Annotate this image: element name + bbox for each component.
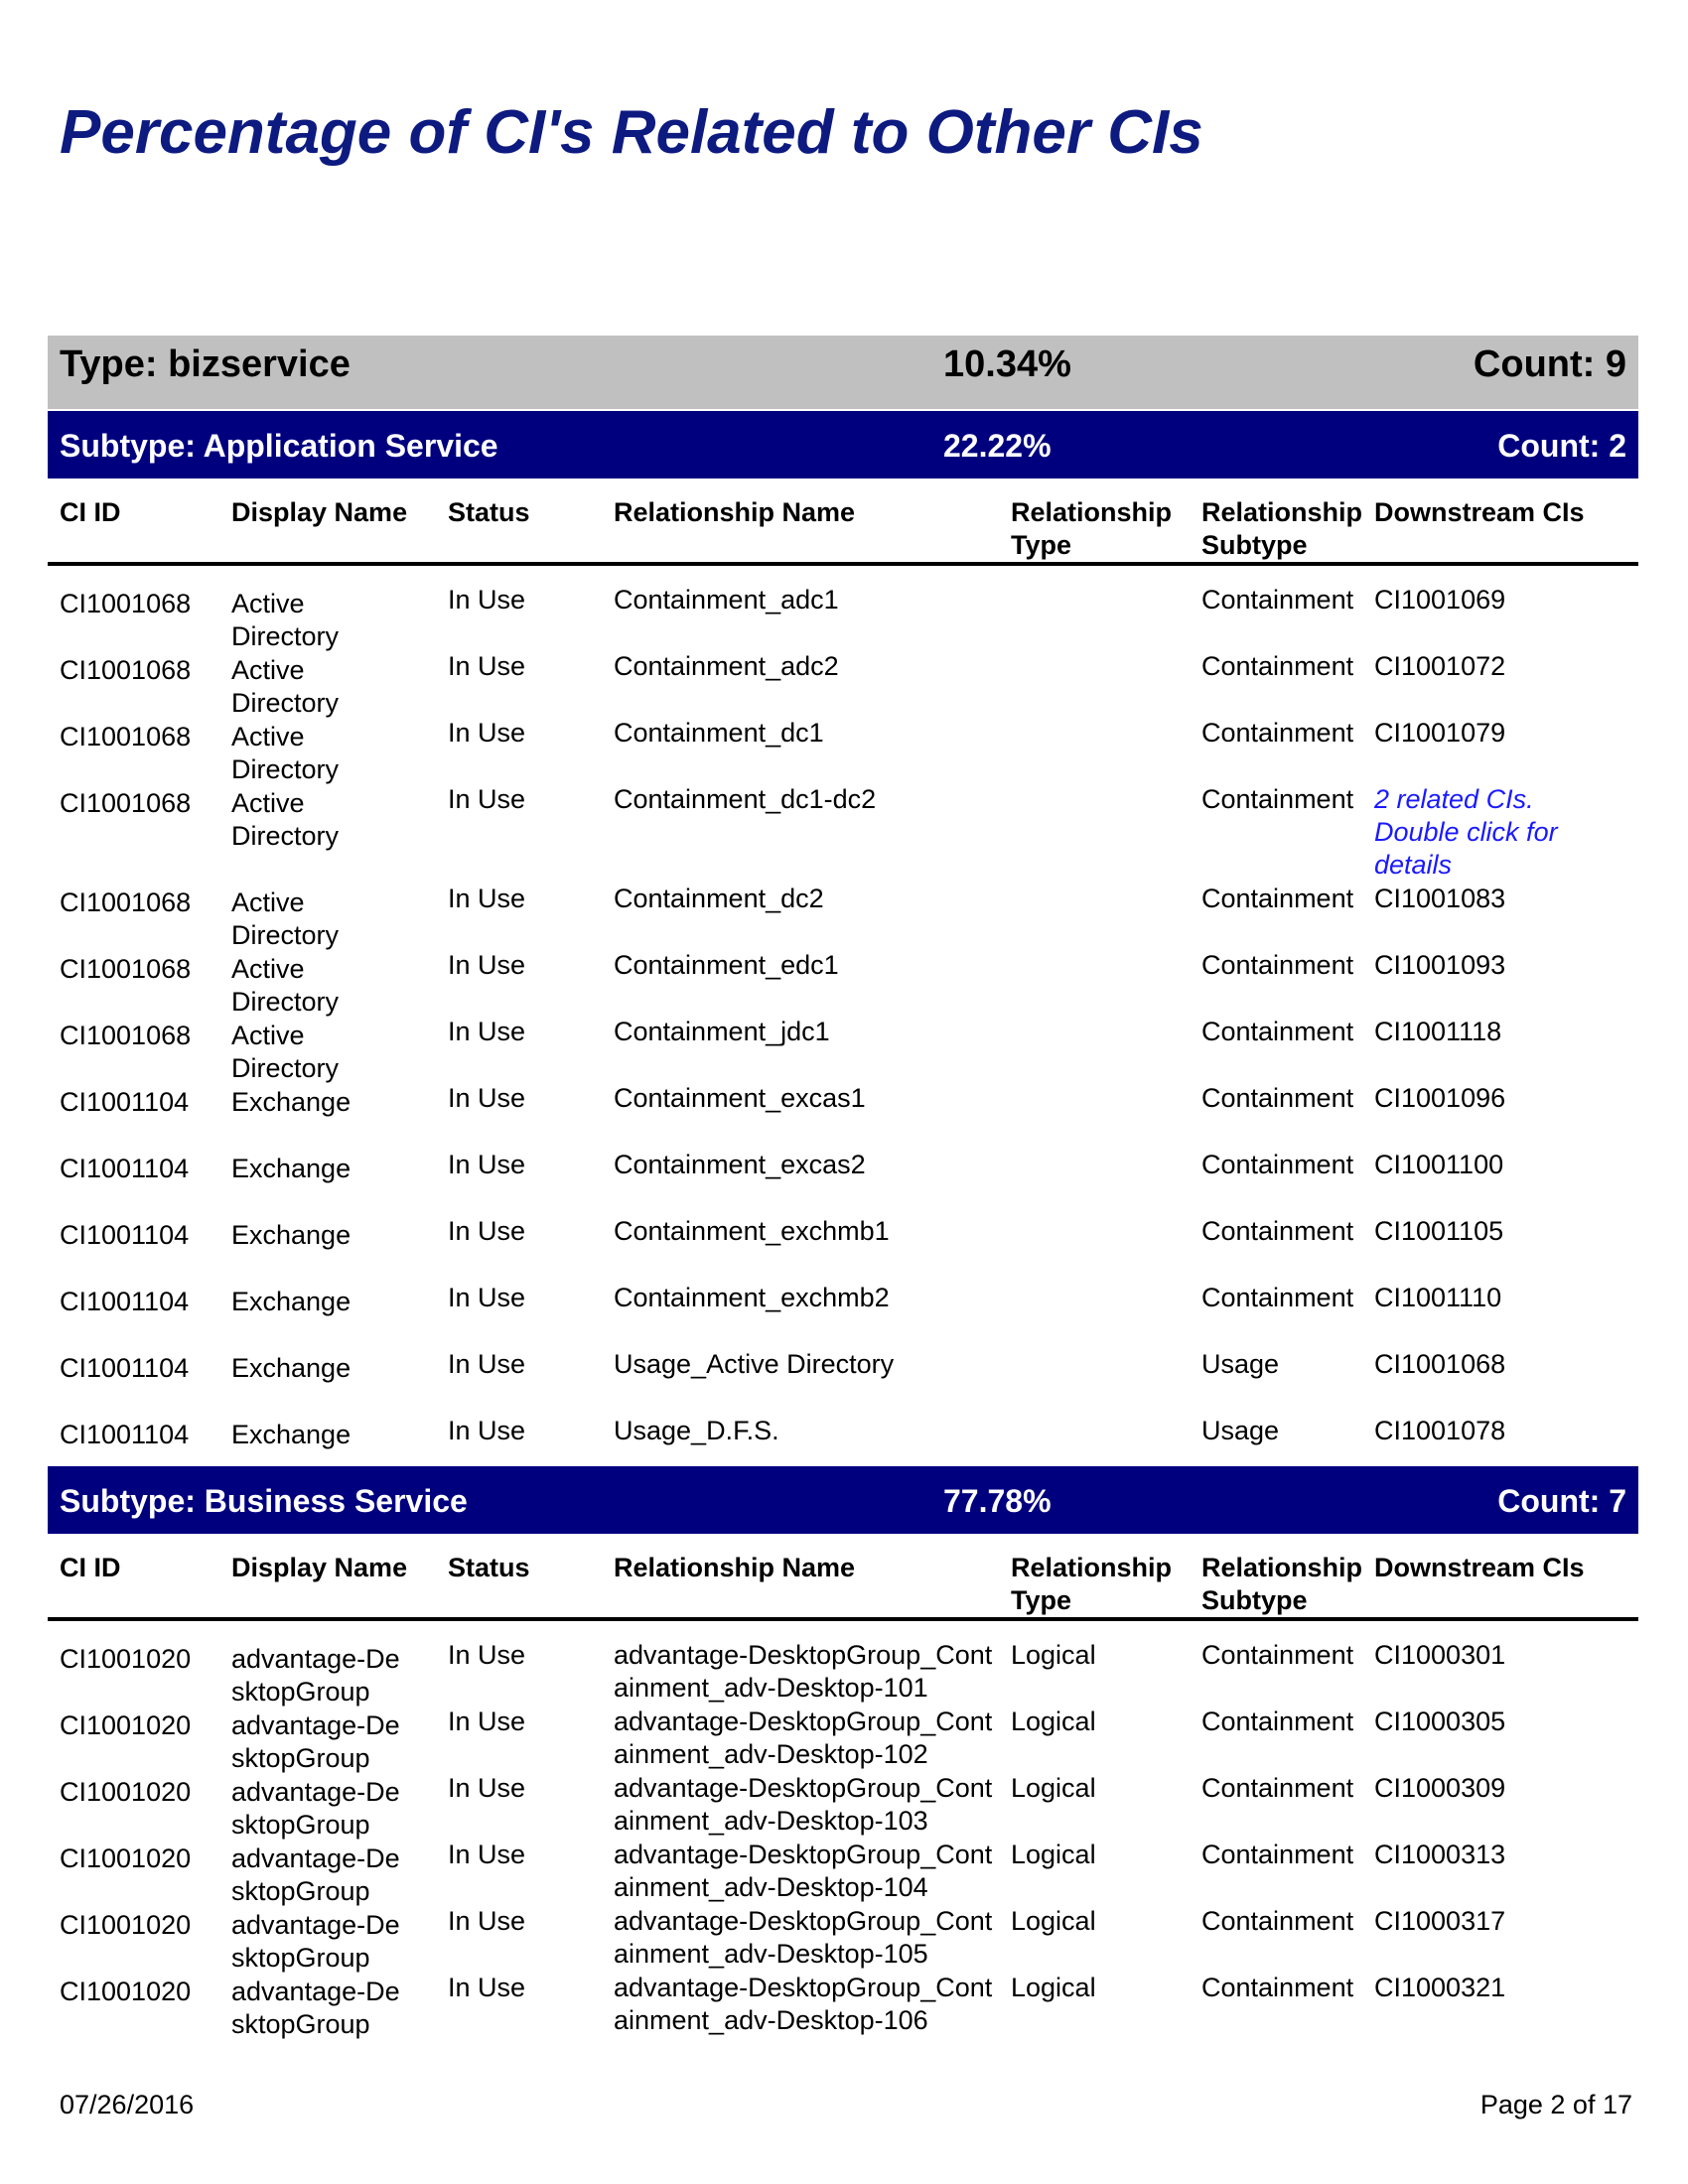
display-name-cell: Active Directory <box>231 655 340 718</box>
subtype-percent: 22.22% <box>943 428 1052 464</box>
display-name-cell: Exchange <box>231 1287 352 1316</box>
relationship-type-cell: Logical <box>1011 1973 1096 2002</box>
relationship-name-cell: Usage_Active Directory <box>614 1349 895 1379</box>
relationship-name-cell: advantage-DesktopGroup_Containment_adv-Desktop-102 <box>614 1706 993 1769</box>
relationship-subtype-cell: Containment <box>1201 1216 1354 1246</box>
subtype-percent: 77.78% <box>943 1483 1052 1519</box>
relationship-subtype-cell: Containment <box>1201 1973 1354 2002</box>
relationship-subtype-cell: Containment <box>1201 784 1354 814</box>
status-cell: In Use <box>448 585 526 614</box>
downstream-ci-cell: CI1001068 <box>1374 1349 1506 1379</box>
relationship-subtype-cell: Containment <box>1201 1150 1354 1179</box>
downstream-ci-cell: CI1000305 <box>1374 1706 1506 1736</box>
relationship-name-cell: advantage-DesktopGroup_Containment_adv-Desktop-101 <box>614 1640 993 1703</box>
display-name-cell: advantage-DesktopGroup <box>231 1843 400 1906</box>
ci-id-cell: CI1001068 <box>60 1021 192 1050</box>
ci-id-cell: CI1001068 <box>60 589 192 618</box>
relationship-subtype-cell: Containment <box>1201 1640 1354 1670</box>
ci-id-cell: CI1001104 <box>60 1287 190 1316</box>
col-downstream: Downstream CIs <box>1374 497 1585 527</box>
relationship-subtype-cell: Containment <box>1201 1706 1354 1736</box>
col-relationship-subtype: Relationship Subtype <box>1201 497 1363 560</box>
col-display-name: Display Name <box>231 497 408 527</box>
relationship-subtype-cell: Usage <box>1201 1416 1280 1445</box>
ci-id-cell: CI1001020 <box>60 1777 192 1807</box>
downstream-ci-cell: CI1000321 <box>1374 1973 1506 2002</box>
relationship-subtype-cell: Containment <box>1201 585 1354 614</box>
status-cell: In Use <box>448 1706 526 1736</box>
relationship-subtype-cell: Containment <box>1201 651 1354 681</box>
ci-id-cell: CI1001104 <box>60 1420 190 1449</box>
relationship-name-cell: Containment_dc2 <box>614 884 824 913</box>
status-cell: In Use <box>448 718 526 748</box>
display-name-cell: Exchange <box>231 1220 352 1250</box>
report-date: 07/26/2016 <box>60 2090 195 2119</box>
display-name-cell: Active Directory <box>231 887 340 950</box>
page-number: Page 2 of 17 <box>1479 2090 1632 2119</box>
display-name-cell: Active Directory <box>231 1021 340 1083</box>
status-cell: In Use <box>448 1640 526 1670</box>
downstream-ci-cell: CI1001100 <box>1374 1150 1504 1179</box>
subtype-label: Subtype: Application Service <box>60 428 498 464</box>
column-header-row <box>48 1534 1638 1621</box>
downstream-ci-cell: CI1001118 <box>1374 1017 1502 1046</box>
display-name-cell: Active Directory <box>231 589 340 651</box>
downstream-ci-cell: CI1001105 <box>1374 1216 1504 1246</box>
relationship-subtype-cell: Containment <box>1201 1840 1354 1869</box>
relationship-type-cell: Logical <box>1011 1640 1096 1670</box>
status-cell: In Use <box>448 651 526 681</box>
status-cell: In Use <box>448 1906 526 1936</box>
col-ci-id: CI ID <box>60 1553 121 1582</box>
display-name-cell: advantage-DesktopGroup <box>231 1777 400 1840</box>
col-ci-id: CI ID <box>60 497 121 527</box>
ci-id-cell: CI1001020 <box>60 1843 192 1873</box>
relationship-subtype-cell: Containment <box>1201 1083 1354 1113</box>
status-cell: In Use <box>448 1216 526 1246</box>
subtype-count: Count: 2 <box>1497 428 1626 464</box>
relationship-subtype-cell: Containment <box>1201 1017 1354 1046</box>
subtype-label: Subtype: Business Service <box>60 1483 468 1519</box>
relationship-name-cell: Containment_excas2 <box>614 1150 866 1179</box>
col-status: Status <box>448 1553 530 1582</box>
ci-id-cell: CI1001104 <box>60 1154 190 1183</box>
col-relationship-subtype: Relationship Subtype <box>1201 1553 1363 1615</box>
relationship-subtype-cell: Containment <box>1201 1906 1354 1936</box>
display-name-cell: advantage-DesktopGroup <box>231 1644 400 1706</box>
relationship-name-cell: Containment_adc2 <box>614 651 839 681</box>
col-display-name: Display Name <box>231 1553 408 1582</box>
status-cell: In Use <box>448 1773 526 1803</box>
ci-id-cell: CI1001104 <box>60 1220 190 1250</box>
relationship-name-cell: advantage-DesktopGroup_Containment_adv-Desktop-103 <box>614 1773 993 1836</box>
relationship-name-cell: Containment_excas1 <box>614 1083 866 1113</box>
ci-id-cell: CI1001104 <box>60 1087 190 1117</box>
ci-id-cell: CI1001020 <box>60 1977 192 2006</box>
subtype-header <box>48 411 1638 478</box>
relationship-name-cell: Containment_dc1-dc2 <box>614 784 877 814</box>
ci-id-cell: CI1001068 <box>60 722 192 751</box>
col-relationship-name: Relationship Name <box>614 1553 856 1582</box>
relationship-type-cell: Logical <box>1011 1840 1096 1869</box>
status-cell: In Use <box>448 1017 526 1046</box>
ci-id-cell: CI1001104 <box>60 1353 190 1383</box>
col-relationship-type: Relationship Type <box>1011 1553 1173 1615</box>
col-downstream: Downstream CIs <box>1374 1553 1585 1582</box>
downstream-ci-cell: CI1001110 <box>1374 1283 1502 1312</box>
relationship-name-cell: Containment_dc1 <box>614 718 824 748</box>
display-name-cell: Exchange <box>231 1420 352 1449</box>
downstream-details-link[interactable]: 2 related CIs. Double click for details <box>1374 784 1558 880</box>
status-cell: In Use <box>448 1150 526 1179</box>
downstream-ci-cell: CI1001083 <box>1374 884 1506 913</box>
status-cell: In Use <box>448 1973 526 2002</box>
relationship-subtype-cell: Containment <box>1201 1283 1354 1312</box>
relationship-subtype-cell: Containment <box>1201 1773 1354 1803</box>
col-relationship-name: Relationship Name <box>614 497 856 527</box>
ci-id-cell: CI1001068 <box>60 887 192 917</box>
relationship-type-cell: Logical <box>1011 1706 1096 1736</box>
subtype-count: Count: 7 <box>1497 1483 1626 1519</box>
relationship-name-cell: Containment_exchmb1 <box>614 1216 890 1246</box>
status-cell: In Use <box>448 1416 526 1445</box>
relationship-name-cell: Containment_jdc1 <box>614 1017 830 1046</box>
subtype-header <box>48 1466 1638 1534</box>
display-name-cell: Exchange <box>231 1087 352 1117</box>
status-cell: In Use <box>448 1083 526 1113</box>
relationship-subtype-cell: Containment <box>1201 884 1354 913</box>
type-header <box>48 336 1638 409</box>
downstream-ci-cell: CI1001093 <box>1374 950 1506 980</box>
col-relationship-type: Relationship Type <box>1011 497 1173 560</box>
type-percent: 10.34% <box>943 343 1071 385</box>
relationship-name-cell: Usage_D.F.S. <box>614 1416 779 1445</box>
downstream-ci-cell: CI1001079 <box>1374 718 1506 748</box>
relationship-name-cell: advantage-DesktopGroup_Containment_adv-Desktop-106 <box>614 1973 993 2035</box>
display-name-cell: advantage-DesktopGroup <box>231 1710 400 1773</box>
relationship-name-cell: advantage-DesktopGroup_Containment_adv-Desktop-105 <box>614 1906 993 1969</box>
type-label: Type: bizservice <box>60 343 351 385</box>
relationship-name-cell: Containment_edc1 <box>614 950 839 980</box>
status-cell: In Use <box>448 1283 526 1312</box>
relationship-name-cell: Containment_adc1 <box>614 585 839 614</box>
display-name-cell: advantage-DesktopGroup <box>231 1910 400 1973</box>
ci-id-cell: CI1001020 <box>60 1710 192 1740</box>
col-status: Status <box>448 497 530 527</box>
status-cell: In Use <box>448 884 526 913</box>
ci-id-cell: CI1001020 <box>60 1644 192 1674</box>
ci-id-cell: CI1001020 <box>60 1910 192 1940</box>
display-name-cell: Active Directory <box>231 722 340 784</box>
downstream-ci-cell: CI1001072 <box>1374 651 1506 681</box>
relationship-subtype-cell: Containment <box>1201 718 1354 748</box>
ci-id-cell: CI1001068 <box>60 655 192 685</box>
relationship-subtype-cell: Usage <box>1201 1349 1280 1379</box>
relationship-subtype-cell: Containment <box>1201 950 1354 980</box>
status-cell: In Use <box>448 1840 526 1869</box>
status-cell: In Use <box>448 950 526 980</box>
relationship-type-cell: Logical <box>1011 1773 1096 1803</box>
type-count: Count: 9 <box>1473 343 1626 385</box>
downstream-ci-cell: CI1000317 <box>1374 1906 1506 1936</box>
display-name-cell: advantage-DesktopGroup <box>231 1977 400 2039</box>
relationship-name-cell: advantage-DesktopGroup_Containment_adv-Desktop-104 <box>614 1840 993 1902</box>
report-title: Percentage of CI's Related to Other CIs <box>60 98 1203 167</box>
display-name-cell: Active Directory <box>231 954 340 1017</box>
downstream-ci-cell: CI1001096 <box>1374 1083 1506 1113</box>
downstream-ci-cell: CI1000313 <box>1374 1840 1506 1869</box>
relationship-name-cell: Containment_exchmb2 <box>614 1283 890 1312</box>
downstream-ci-cell: CI1000309 <box>1374 1773 1506 1803</box>
downstream-ci-cell: CI1001078 <box>1374 1416 1506 1445</box>
status-cell: In Use <box>448 784 526 814</box>
column-header-row <box>48 478 1638 566</box>
display-name-cell: Exchange <box>231 1154 352 1183</box>
downstream-ci-cell: CI1000301 <box>1374 1640 1506 1670</box>
display-name-cell: Active Directory <box>231 788 340 851</box>
status-cell: In Use <box>448 1349 526 1379</box>
display-name-cell: Exchange <box>231 1353 352 1383</box>
relationship-type-cell: Logical <box>1011 1906 1096 1936</box>
downstream-ci-cell: CI1001069 <box>1374 585 1506 614</box>
ci-id-cell: CI1001068 <box>60 788 192 818</box>
ci-id-cell: CI1001068 <box>60 954 192 984</box>
